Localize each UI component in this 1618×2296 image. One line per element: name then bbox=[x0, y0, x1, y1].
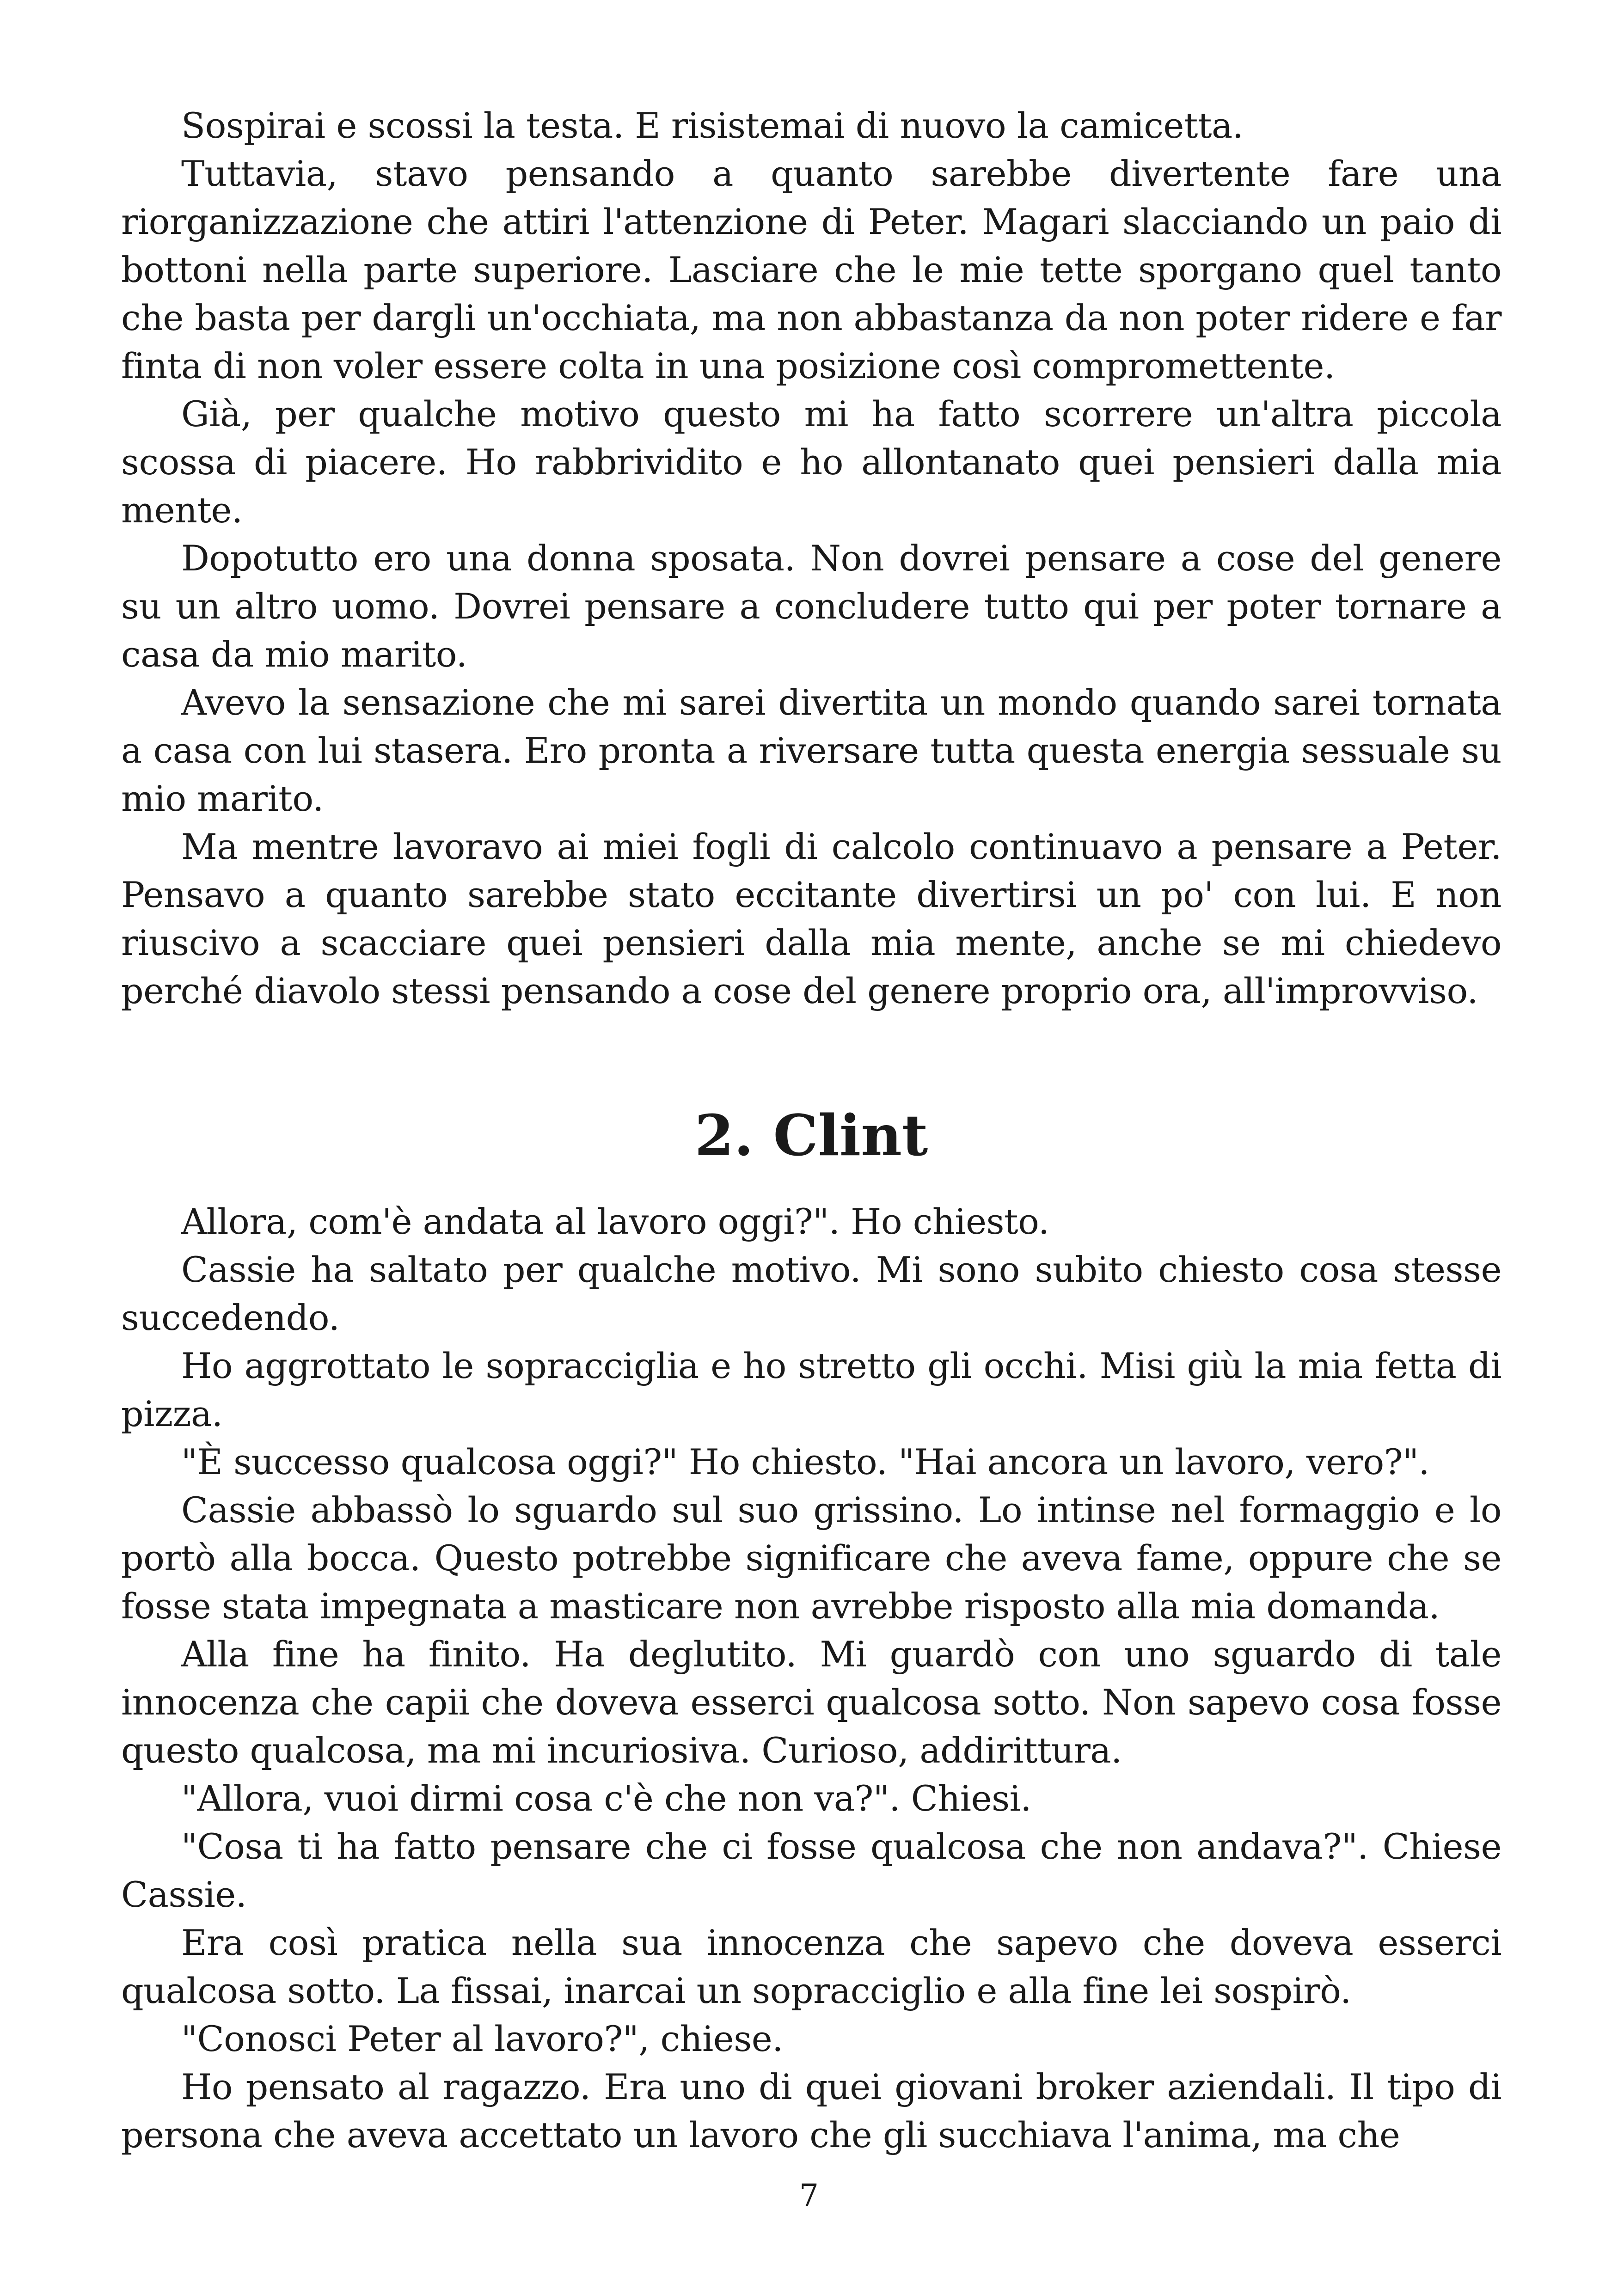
paragraph: Già, per qualche motivo questo mi ha fatto scorrere un'altra piccola scossa di piacere. Ho rabbrividito e ho allontanato quei pensieri dalla mia mente. bbox=[121, 393, 1502, 531]
paragraph: "È successo qualcosa oggi?" Ho chiesto. "Hai ancora un lavoro, vero?". bbox=[181, 1441, 1430, 1482]
paragraph: Ho aggrottato le sopracciglia e ho stretto gli occhi. Misi giù la mia fetta di pizza. bbox=[121, 1345, 1502, 1434]
paragraph: "Conosci Peter al lavoro?", chiese. bbox=[181, 2018, 783, 2059]
paragraph: Allora, com'è andata al lavoro oggi?". Ho chiesto. bbox=[181, 1201, 1049, 1242]
paragraph: Avevo la sensazione che mi sarei divertita un mondo quando sarei tornata a casa con lui stasera. Ero pronta a riversare tutta questa energia sessuale su mio marito. bbox=[121, 682, 1502, 819]
page-number: 7 bbox=[799, 2178, 819, 2213]
paragraph: Era così pratica nella sua innocenza che sapevo che doveva esserci qualcosa sotto. La fissai, inarcai un sopracciglio e alla fine lei sospirò. bbox=[121, 1922, 1502, 2011]
paragraph: Ma mentre lavoravo ai miei fogli di calcolo continuavo a pensare a Peter. Pensavo a quanto sarebbe stato eccitante divertirsi un po' con lui. E non riuscivo a scacciare quei pensieri dalla mia mente, anche se mi chiedevo perché diavolo stessi pensando a cose del genere proprio ora, all'improvviso. bbox=[121, 826, 1502, 1011]
paragraph: Alla fine ha finito. Ha deglutito. Mi guardò con uno sguardo di tale innocenza che capii che doveva esserci qualcosa sotto. Non sapevo cosa fosse questo qualcosa, ma mi incuriosiva. Curioso, addirittura. bbox=[121, 1634, 1502, 1771]
chapter-title: 2. Clint bbox=[694, 1102, 928, 1169]
paragraph: "Cosa ti ha fatto pensare che ci fosse qualcosa che non andava?". Chiese Cassie. bbox=[121, 1826, 1502, 1915]
paragraph: Dopotutto ero una donna sposata. Non dovrei pensare a cose del genere su un altro uomo. Dovrei pensare a concludere tutto qui per poter tornare a casa da mio marito. bbox=[121, 538, 1502, 675]
paragraph: "Allora, vuoi dirmi cosa c'è che non va?". Chiesi. bbox=[181, 1778, 1032, 1819]
paragraph: Cassie ha saltato per qualche motivo. Mi sono subito chiesto cosa stesse succedendo. bbox=[121, 1249, 1502, 1338]
paragraph: Ho pensato al ragazzo. Era uno di quei giovani broker aziendali. Il tipo di persona che aveva accettato un lavoro che gli succhiava l'anima, ma che bbox=[121, 2066, 1502, 2155]
page-body bbox=[121, 102, 1502, 2159]
paragraph: Sospirai e scossi la testa. E risistemai di nuovo la camicetta. bbox=[181, 105, 1244, 146]
paragraph: Tuttavia, stavo pensando a quanto sarebbe divertente fare una riorganizzazione che attiri l'attenzione di Peter. Magari slacciando un paio di bottoni nella parte superiore. Lasciare che le mie tette sporgano quel tanto che basta per dargli un'occhiata, ma non abbastanza da non poter ridere e far finta di non voler essere colta in una posizione così compromettente. bbox=[121, 153, 1502, 386]
paragraph: Cassie abbassò lo sguardo sul suo grissino. Lo intinse nel formaggio e lo portò alla bocca. Questo potrebbe significare che aveva fame, oppure che se fosse stata impegnata a masticare non avrebbe risposto alla mia domanda. bbox=[121, 1489, 1502, 1627]
